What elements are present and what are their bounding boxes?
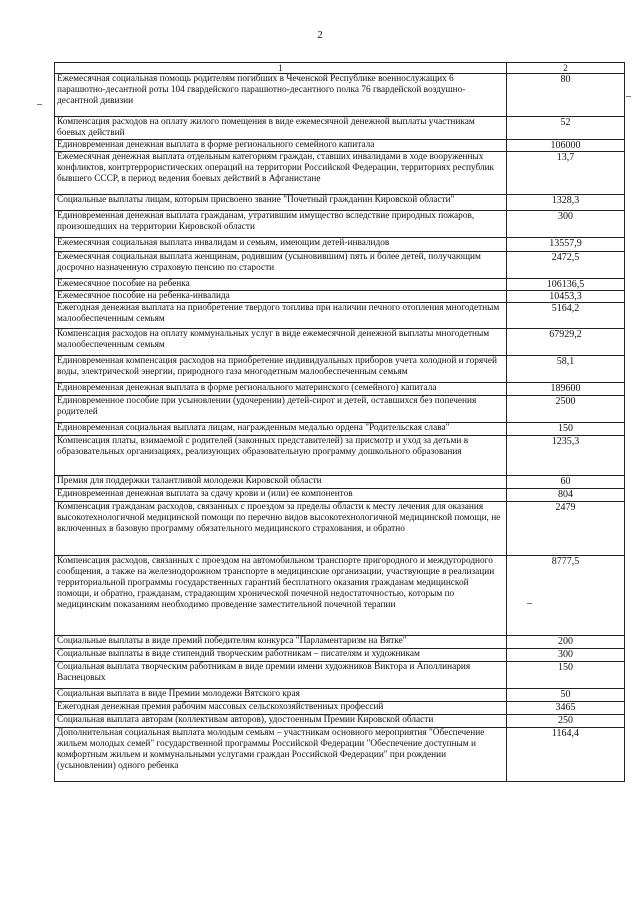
table-row	[55, 689, 625, 702]
table-row	[55, 662, 625, 689]
row-description: Компенсация расходов на оплату жилого помещения в виде ежемесячной денежной выплаты участникам боевых действий	[55, 117, 507, 140]
row-amount: 2479	[507, 502, 625, 556]
table-row	[55, 356, 625, 383]
row-description: Единовременная денежная выплата гражданам, утратившим имущество вследствие природных пожаров, произошедших на территории Кировской области	[55, 211, 507, 238]
row-description: Единовременная денежная выплата в форме регионального материнского (семейного) капитала	[55, 383, 507, 396]
row-description: Социальные выплаты лицам, которым присвоено звание "Почетный гражданин Кировской области"	[55, 195, 507, 211]
row-amount: 106136,5	[507, 279, 625, 291]
row-amount: 1164,4	[507, 728, 625, 782]
row-description: Компенсация расходов на оплату коммунальных услуг в виде ежемесячной денежной выплаты многодетным малообеспеченным семьям	[55, 329, 507, 356]
row-amount: 3465	[507, 702, 625, 715]
table-row	[55, 489, 625, 502]
row-description: Ежемесячное пособие на ребенка-инвалида	[55, 291, 507, 303]
row-amount: 5164,2	[507, 303, 625, 329]
row-amount: 67929,2	[507, 329, 625, 356]
table-row	[55, 636, 625, 649]
table-row	[55, 702, 625, 715]
row-description: Единовременное пособие при усыновлении (удочерении) детей-сирот и детей, оставшихся без попечения родителей	[55, 396, 507, 423]
row-amount: 60	[507, 476, 625, 489]
row-description: Ежемесячная социальная выплата инвалидам и семьям, имеющим детей-инвалидов	[55, 238, 507, 252]
table-row	[55, 423, 625, 436]
column-header-2: 2	[507, 63, 625, 74]
row-description: Ежемесячное пособие на ребенка	[55, 279, 507, 291]
row-amount: 150	[507, 662, 625, 689]
table-header-row	[55, 63, 625, 74]
table-row	[55, 74, 625, 117]
row-amount: 8777,5	[507, 556, 625, 636]
row-description: Ежегодная денежная выплата на приобретение твердого топлива при наличии печного отопления многодетным малообеспеченным семьям	[55, 303, 507, 329]
row-description: Единовременная денежная выплата за сдачу крови и (или) ее компонентов	[55, 489, 507, 502]
table-row	[55, 238, 625, 252]
table-row	[55, 152, 625, 195]
row-amount: 300	[507, 649, 625, 662]
row-amount: 13,7	[507, 152, 625, 195]
row-description: Единовременная компенсация расходов на приобретение индивидуальных приборов учета холодной и горячей воды, электрической энергии, природного газа многодетным малообеспеченным семьям	[55, 356, 507, 383]
row-description: Ежемесячная социальная помощь родителям погибших в Чеченской Республике военнослужащих 6 парашютно-десантной роты 104 гвардейского парашютно-десантного полка 76 гвардейской воздушно-десантной дивизии	[55, 74, 507, 117]
row-amount: 106000	[507, 140, 625, 152]
row-description: Ежегодная денежная премия рабочим массовых сельскохозяйственных профессий	[55, 702, 507, 715]
table-row	[55, 117, 625, 140]
scan-mark	[527, 603, 532, 604]
row-description: Единовременная социальная выплата лицам, награжденным медалью ордена "Родительская слава"	[55, 423, 507, 436]
row-description: Социальная выплата творческим работникам в виде премии имени художников Виктора и Аполлинария Васнецовых	[55, 662, 507, 689]
row-description: Социальные выплаты в виде премий победителям конкурса "Парламентаризм на Вятке"	[55, 636, 507, 649]
table-row	[55, 211, 625, 238]
row-description: Ежемесячная социальная выплата женщинам, родившим (усыновившим) пять и более детей, получающим досрочно назначенную страховую пенсию по старости	[55, 252, 507, 279]
scan-mark	[626, 96, 631, 97]
table-row	[55, 396, 625, 423]
row-description: Премия для поддержки талантливой молодежи Кировской области	[55, 476, 507, 489]
row-description: Социальная выплата в виде Премии молодежи Вятского края	[55, 689, 507, 702]
row-amount: 804	[507, 489, 625, 502]
row-description: Социальные выплаты в виде стипендий творческим работникам – писателям и художникам	[55, 649, 507, 662]
scan-mark	[37, 104, 42, 105]
row-amount: 50	[507, 689, 625, 702]
row-amount: 1328,3	[507, 195, 625, 211]
table-row	[55, 715, 625, 728]
table-row	[55, 279, 625, 291]
table-row	[55, 728, 625, 782]
row-amount: 150	[507, 423, 625, 436]
row-amount: 300	[507, 211, 625, 238]
row-amount: 2500	[507, 396, 625, 423]
table-row	[55, 140, 625, 152]
row-amount: 250	[507, 715, 625, 728]
table-row	[55, 329, 625, 356]
row-description: Ежемесячная денежная выплата отдельным категориям граждан, ставших инвалидами в ходе вооруженных конфликтов, контртеррористических операций на территории Российской Федерации, территориях республик бывшего СССР, в период ведения боевых действий в Афганистане	[55, 152, 507, 195]
row-amount: 189600	[507, 383, 625, 396]
table-row	[55, 291, 625, 303]
row-amount: 13557,9	[507, 238, 625, 252]
row-description: Компенсация платы, взимаемой с родителей (законных представителей) за присмотр и уход за детьми в образовательных организациях, реализующих образовательную программу дошкольного образования	[55, 436, 507, 476]
benefits-table	[54, 62, 625, 782]
table-row	[55, 556, 625, 636]
row-description: Компенсация гражданам расходов, связанных с проездом за пределы области к месту лечения для оказания высокотехнологичной медицинской помощи по перечню видов высокотехнологичной медицинской помощи, не включенных в базовую программу обязательного медицинского страхования, и обратно	[55, 502, 507, 556]
row-amount: 80	[507, 74, 625, 117]
row-amount: 10453,3	[507, 291, 625, 303]
row-amount: 52	[507, 117, 625, 140]
table-row	[55, 383, 625, 396]
row-description: Единовременная денежная выплата в форме регионального семейного капитала	[55, 140, 507, 152]
table-row	[55, 252, 625, 279]
table-row	[55, 436, 625, 476]
row-description: Компенсация расходов, связанных с проездом на автомобильном транспорте пригородного и междугородного сообщения, а также на железнодорожном транспорте в медицинские организации, участвующие в реализации территориальной программы государственных гарантий бесплатного оказания гражданам медицинской помощи, и обратно, гражданам, страдающим хронической почечной недостаточностью, которым по медицинским показаниям необходимо проведение заместительной почечной терапии	[55, 556, 507, 636]
table-row	[55, 303, 625, 329]
row-amount: 58,1	[507, 356, 625, 383]
row-amount: 200	[507, 636, 625, 649]
row-amount: 1235,3	[507, 436, 625, 476]
column-header-1: 1	[55, 63, 507, 74]
table-row	[55, 476, 625, 489]
row-description: Дополнительная социальная выплата молодым семьям – участникам основного мероприятия "Обеспечение жильем молодых семей" государственной программы Российской Федерации "Обеспечение доступным и комфортным жильем и коммунальными услугами граждан Российской Федерации" при рождении (усыновлении) одного ребенка	[55, 728, 507, 782]
table-row	[55, 649, 625, 662]
row-amount: 2472,5	[507, 252, 625, 279]
table-row	[55, 195, 625, 211]
table-row	[55, 502, 625, 556]
row-description: Социальная выплата авторам (коллективам авторов), удостоенным Премии Кировской области	[55, 715, 507, 728]
page-number: 2	[317, 29, 323, 41]
